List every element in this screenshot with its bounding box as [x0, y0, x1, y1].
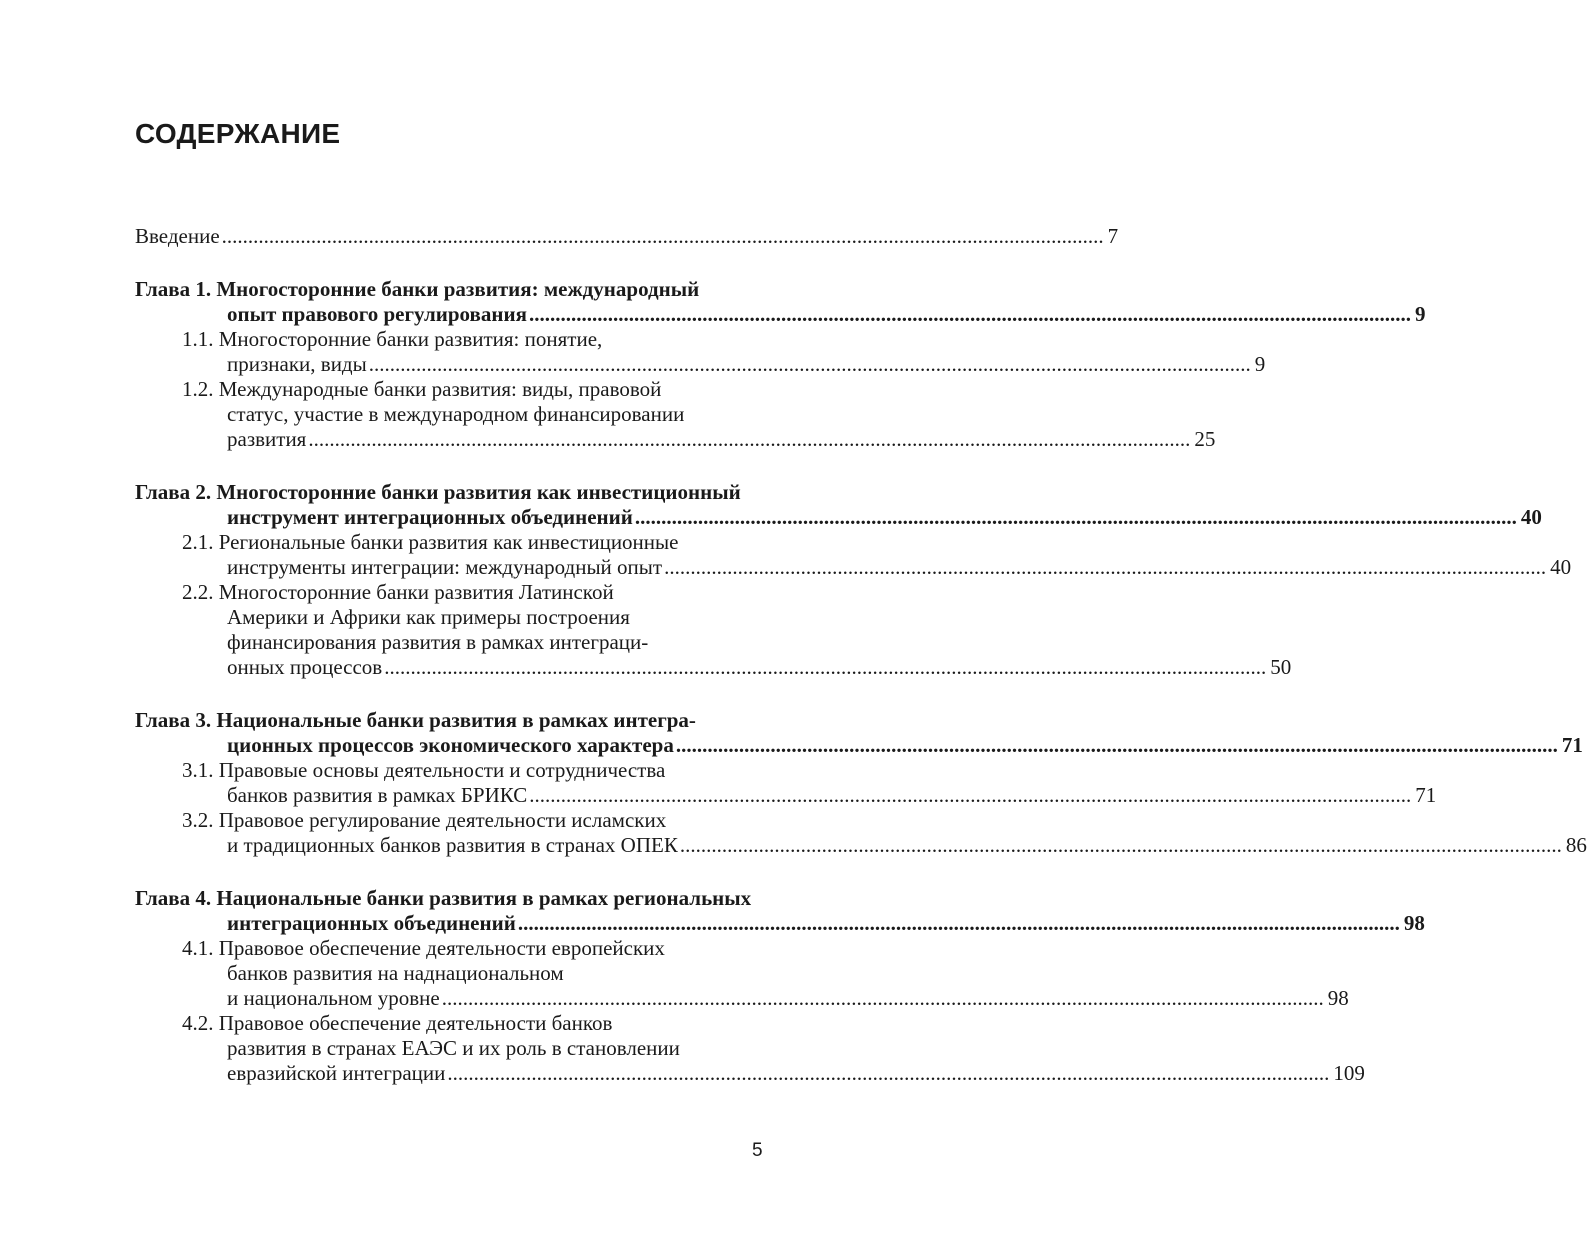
toc-entry-line [135, 783, 1437, 808]
toc-entry-line [135, 580, 768, 605]
dot-leader [384, 655, 1266, 679]
toc-entry-text: онных процессов [227, 655, 383, 679]
toc-entry-line [135, 352, 1266, 377]
toc-page-number: 9 [1254, 352, 1266, 376]
toc-entry-line [135, 377, 768, 402]
toc-entry-line [135, 327, 768, 352]
toc-entry-line [135, 1061, 1365, 1086]
dot-leader [518, 911, 1400, 935]
toc-entry-line [135, 733, 1583, 758]
toc-entry-line [135, 224, 1119, 249]
toc-intro-entry[interactable] [135, 224, 1119, 249]
toc-entry-line [135, 986, 1349, 1011]
toc-page-number: 40 [1550, 555, 1572, 579]
toc-chapter-entry[interactable] [135, 708, 1583, 758]
toc-entry-text: 1.2. Международные банки развития: виды, правовой [182, 377, 662, 401]
toc-section-entry[interactable] [135, 808, 1587, 858]
toc-entry-line [135, 530, 768, 555]
dot-leader [529, 783, 1411, 807]
page-title: СОДЕРЖАНИЕ [135, 118, 341, 149]
toc-entry-text: евразийской интеграции [227, 1061, 446, 1085]
toc-entry-text: 4.1. Правовое обеспечение деятельности европейских [182, 936, 665, 960]
toc-page-number: 50 [1270, 655, 1292, 679]
toc-entry-text: 2.2. Многосторонние банки развития Латинской [182, 580, 614, 604]
toc-entry-line [135, 808, 768, 833]
toc-entry-text: Глава 1. Многосторонние банки развития: международный [135, 277, 700, 301]
toc-entry-line [135, 833, 1587, 858]
toc-page-number: 98 [1403, 911, 1425, 935]
toc-section-entry[interactable] [135, 758, 1437, 808]
toc-entry-text: 3.2. Правовое регулирование деятельности исламских [182, 808, 667, 832]
toc-section-entry[interactable] [135, 936, 1349, 1011]
dot-leader [676, 733, 1558, 757]
toc-section-entry[interactable] [135, 327, 1266, 377]
toc-page-number: 71 [1561, 733, 1583, 757]
toc-entry-line [135, 277, 768, 302]
toc-entry-text: банков развития в рамках БРИКС [227, 783, 528, 807]
toc-entry-line [135, 427, 1216, 452]
toc-entry-text: интеграционных объединений [227, 911, 516, 935]
toc-entry-line [135, 1036, 768, 1061]
toc-entry-line [135, 505, 1542, 530]
toc-entry-text: развития [227, 427, 307, 451]
toc-page-number: 71 [1415, 783, 1437, 807]
toc-page-number: 40 [1520, 505, 1542, 529]
dot-leader [447, 1061, 1329, 1085]
toc-entry-line [135, 605, 768, 630]
toc-entry-text: 1.1. Многосторонние банки развития: понятие, [182, 327, 603, 351]
toc-section-entry[interactable] [135, 1011, 1365, 1086]
page-number: 5 [752, 1140, 763, 1161]
toc-entry-text: Глава 2. Многосторонние банки развития как инвестиционный [135, 480, 741, 504]
toc-page-number: 7 [1107, 224, 1119, 248]
toc-entry-text: Глава 4. Национальные банки развития в рамках региональных [135, 886, 752, 910]
toc-page-number: 98 [1327, 986, 1349, 1010]
toc-entry-text: развития в странах ЕАЭС и их роль в становлении [227, 1036, 680, 1060]
toc-entry-line [135, 961, 768, 986]
table-of-contents [135, 224, 1587, 1086]
dot-leader [664, 555, 1546, 579]
toc-entry-line [135, 302, 1426, 327]
toc-entry-text: банков развития на наднациональном [227, 961, 564, 985]
toc-entry-line [135, 911, 1425, 936]
toc-entry-line [135, 1011, 768, 1036]
toc-section-entry[interactable] [135, 530, 1572, 580]
toc-entry-text: инструмент интеграционных объединений [227, 505, 633, 529]
toc-entry-line [135, 708, 768, 733]
toc-entry-line [135, 630, 768, 655]
toc-entry-line [135, 480, 768, 505]
toc-entry-text: 2.1. Региональные банки развития как инвестиционные [182, 530, 679, 554]
dot-leader [529, 302, 1411, 326]
toc-entry-text: финансирования развития в рамках интеграци- [227, 630, 649, 654]
toc-section-entry[interactable] [135, 377, 1216, 452]
dot-leader [680, 833, 1562, 857]
toc-entry-line [135, 936, 768, 961]
toc-page-number: 25 [1194, 427, 1216, 451]
toc-entry-line [135, 402, 768, 427]
toc-entry-text: и традиционных банков развития в странах ОПЕК [227, 833, 678, 857]
toc-entry-text: Глава 3. Национальные банки развития в рамках интегра- [135, 708, 696, 732]
toc-chapter-entry[interactable] [135, 480, 1542, 530]
toc-entry-text: инструменты интеграции: международный опыт [227, 555, 663, 579]
toc-chapter-entry[interactable] [135, 277, 1426, 327]
dot-leader [308, 427, 1190, 451]
toc-chapter-entry[interactable] [135, 886, 1425, 936]
toc-entry-line [135, 555, 1572, 580]
toc-entry-text: ционных процессов экономического характера [227, 733, 674, 757]
toc-page-number: 86 [1565, 833, 1587, 857]
dot-leader [635, 505, 1517, 529]
toc-entry-text: 3.1. Правовые основы деятельности и сотрудничества [182, 758, 666, 782]
toc-entry-text: 4.2. Правовое обеспечение деятельности банков [182, 1011, 613, 1035]
toc-entry-line [135, 655, 1292, 680]
toc-entry-text: Америки и Африки как примеры построения [227, 605, 630, 629]
toc-entry-text: Введение [135, 224, 220, 248]
toc-entry-line [135, 758, 768, 783]
dot-leader [442, 986, 1324, 1010]
toc-page-number: 109 [1333, 1061, 1365, 1085]
dot-leader [222, 224, 1104, 248]
toc-page-number: 9 [1414, 302, 1426, 326]
toc-entry-text: статус, участие в международном финансировании [227, 402, 685, 426]
toc-entry-text: опыт правового регулирования [227, 302, 527, 326]
toc-entry-text: и национальном уровне [227, 986, 440, 1010]
toc-entry-text: признаки, виды [227, 352, 367, 376]
toc-entry-line [135, 886, 768, 911]
toc-section-entry[interactable] [135, 580, 1292, 680]
dot-leader [369, 352, 1251, 376]
